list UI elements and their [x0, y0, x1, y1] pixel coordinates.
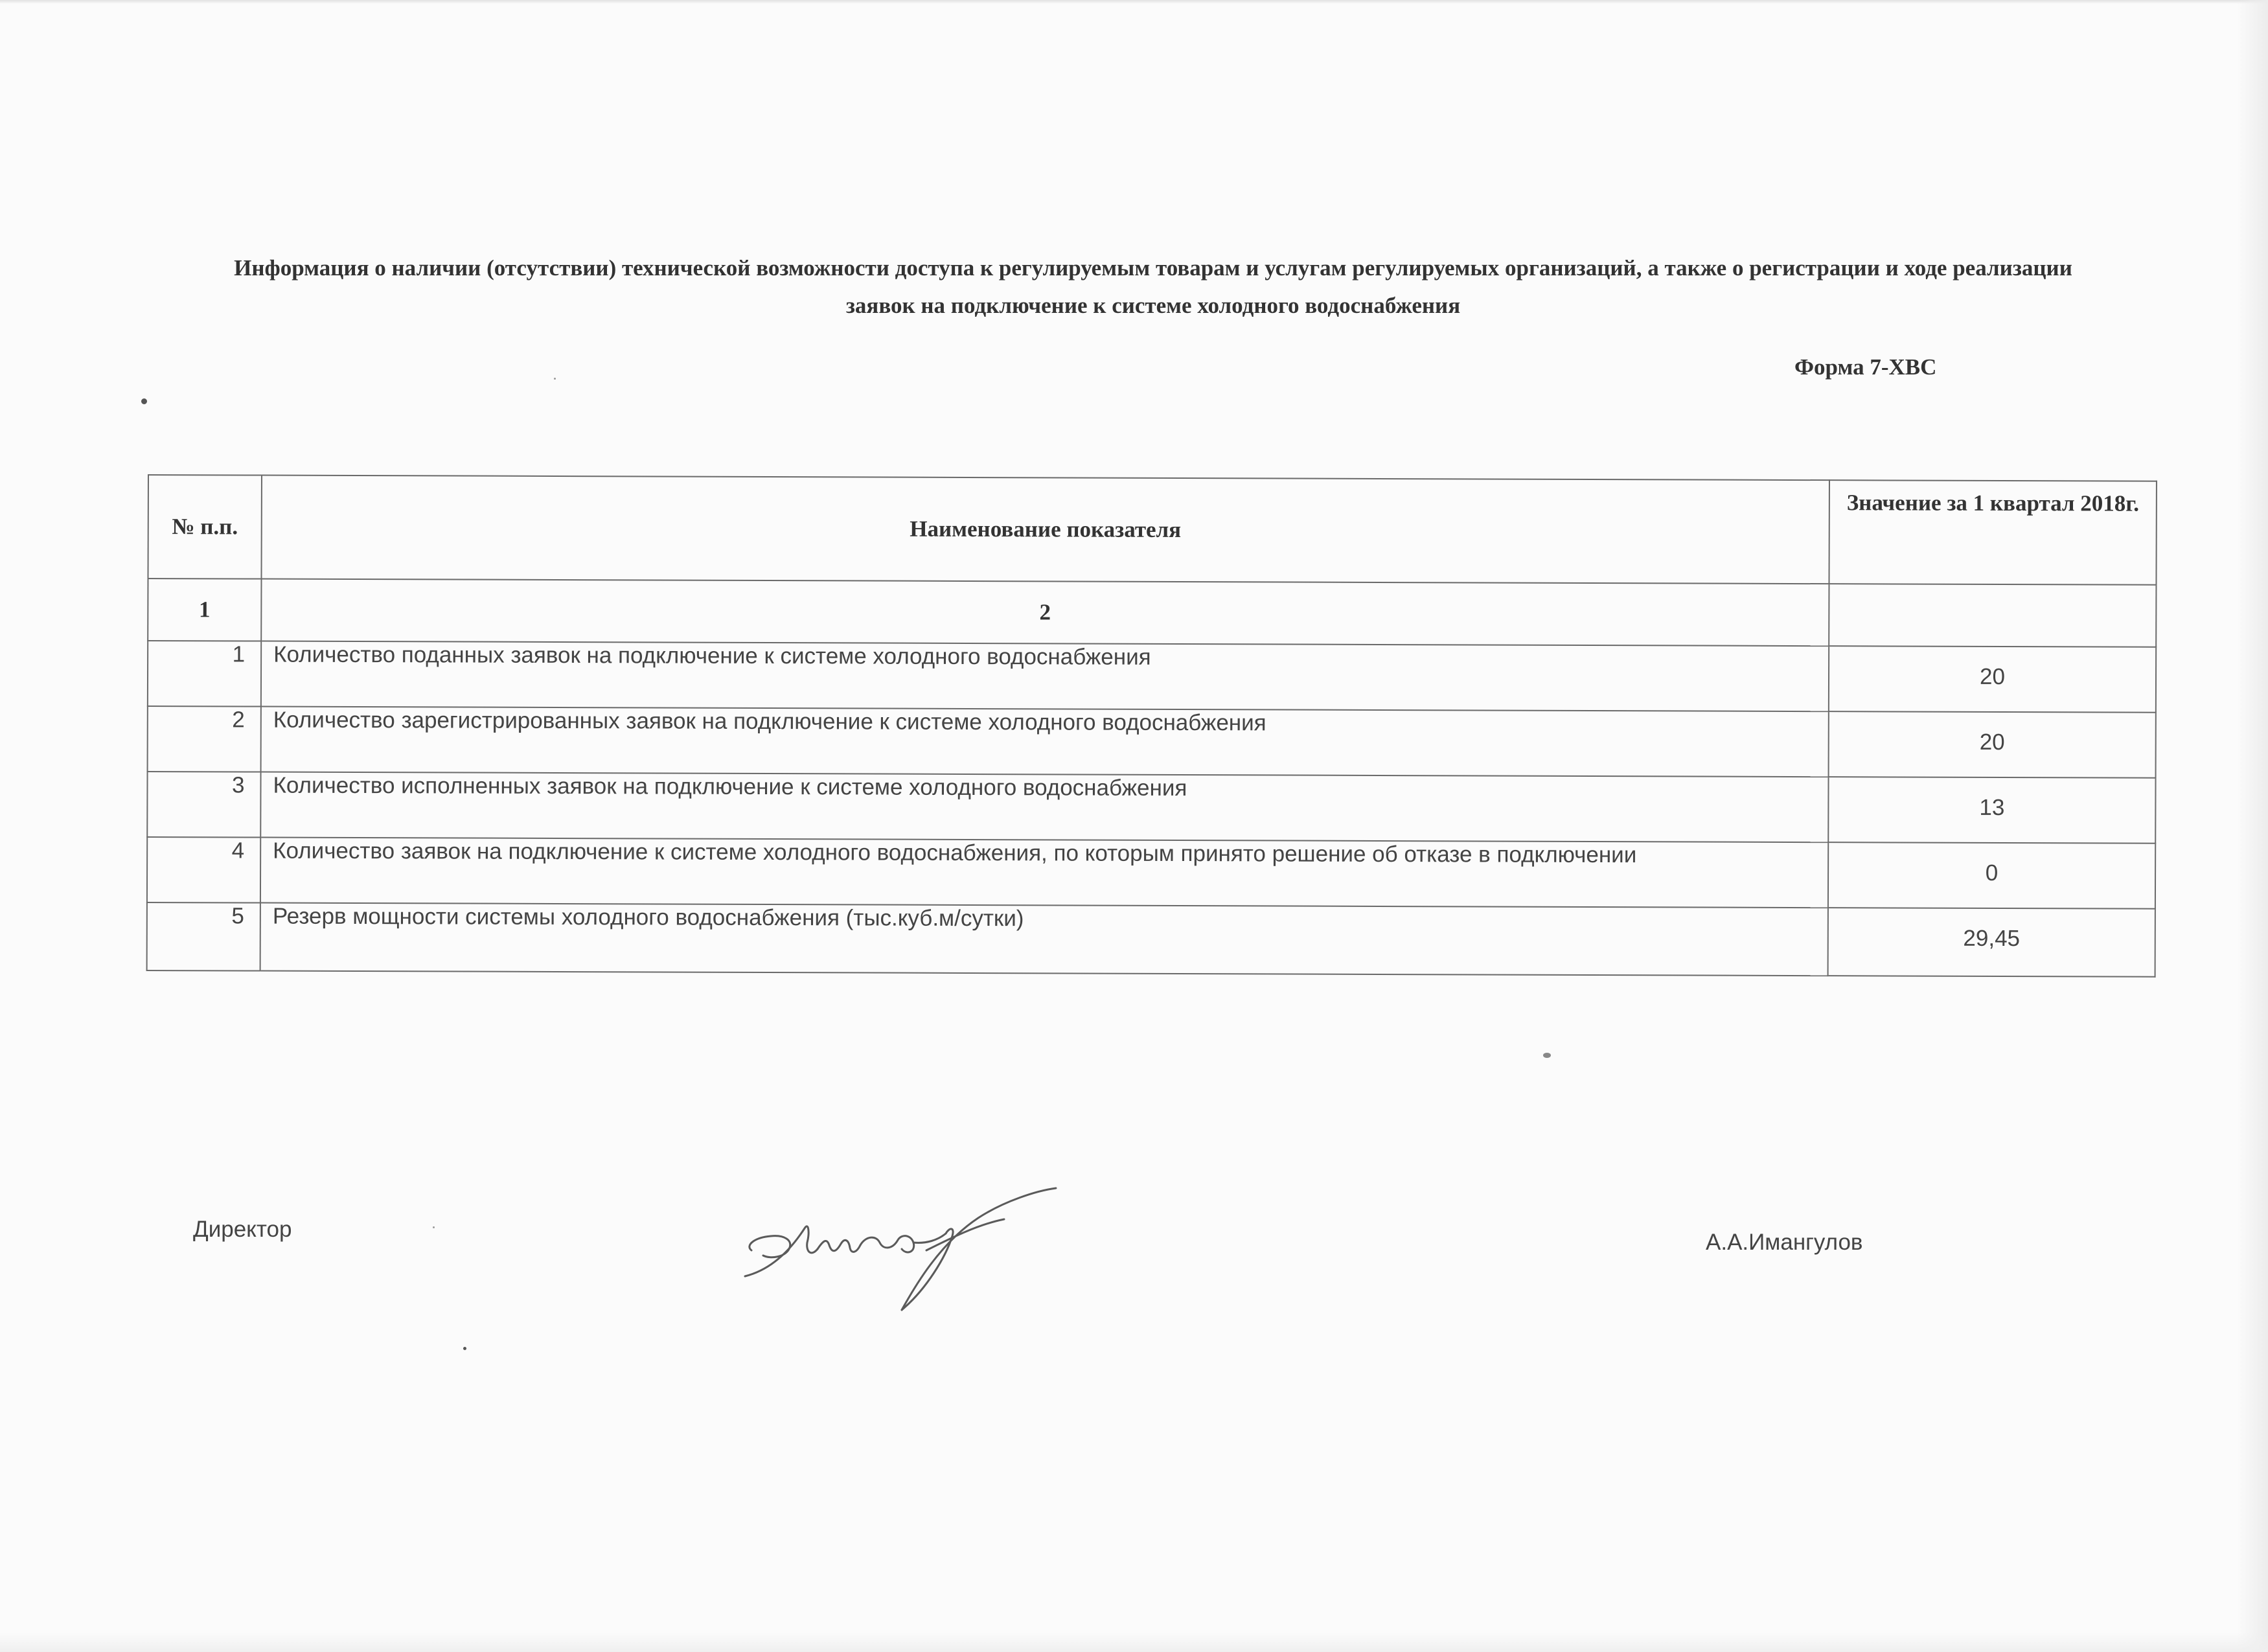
header-name: Наименование показателя: [261, 476, 1829, 584]
handwritten-signature: [732, 1173, 1069, 1315]
row-number: 2: [148, 706, 261, 772]
row-name: Количество зарегистрированных заявок на подключение к системе холодного водоснабжения: [261, 707, 1829, 777]
table-header-row: [148, 475, 2156, 585]
signatory-name: А.А.Имангулов: [1706, 1230, 1863, 1255]
column-number-row: [148, 579, 2156, 647]
header-value: Значение за 1 квартал 2018г.: [1829, 480, 2157, 585]
table-row: [147, 902, 2155, 977]
document-title: Информация о наличии (отсутствии) технической возможности доступа к регулируемым товарам и услугам регулируемых организаций, а также о регистрации и ходе реализации заявок на подключение к системе холодного водоснабжения: [234, 255, 2072, 318]
scan-speck: [1543, 1053, 1551, 1058]
row-number: 1: [148, 641, 261, 707]
row-value: 13: [1828, 777, 2155, 843]
table-row: [147, 837, 2155, 909]
row-value: 0: [1828, 842, 2155, 909]
row-number: 3: [147, 772, 260, 838]
row-name: Количество заявок на подключение к системе холодного водоснабжения, по которым принято решение об отказе в подключении: [260, 838, 1828, 908]
row-value: 20: [1829, 646, 2156, 713]
header-number: № п.п.: [148, 475, 262, 579]
scan-edge-right: [2237, 0, 2268, 1652]
scan-speck: [141, 398, 147, 404]
scan-speck: [554, 378, 556, 380]
row-value: 20: [1829, 711, 2156, 778]
scan-speck: [463, 1347, 466, 1350]
row-number: 4: [147, 837, 260, 903]
form-code: Форма 7-ХВС: [1794, 354, 1937, 380]
column-number-3: [1829, 584, 2156, 647]
row-name: Количество поданных заявок на подключение к системе холодного водоснабжения: [261, 641, 1829, 712]
column-number-2: 2: [261, 579, 1829, 647]
table-row: [147, 772, 2155, 843]
row-name: Количество исполненных заявок на подключение к системе холодного водоснабжения: [260, 772, 1828, 843]
row-number: 5: [147, 902, 260, 971]
scan-edge-bottom: [0, 1633, 2268, 1652]
table-row: [148, 641, 2156, 713]
row-name: Резерв мощности системы холодного водоснабжения (тыс.куб.м/сутки): [260, 903, 1828, 976]
column-number-1: 1: [148, 579, 261, 641]
table-row: [148, 706, 2156, 778]
row-value: 29,45: [1828, 908, 2155, 977]
scan-edge-top: [0, 0, 2268, 4]
signatory-role: Директор: [193, 1217, 292, 1242]
indicators-table: [146, 474, 2157, 978]
scan-speck: [433, 1226, 435, 1228]
